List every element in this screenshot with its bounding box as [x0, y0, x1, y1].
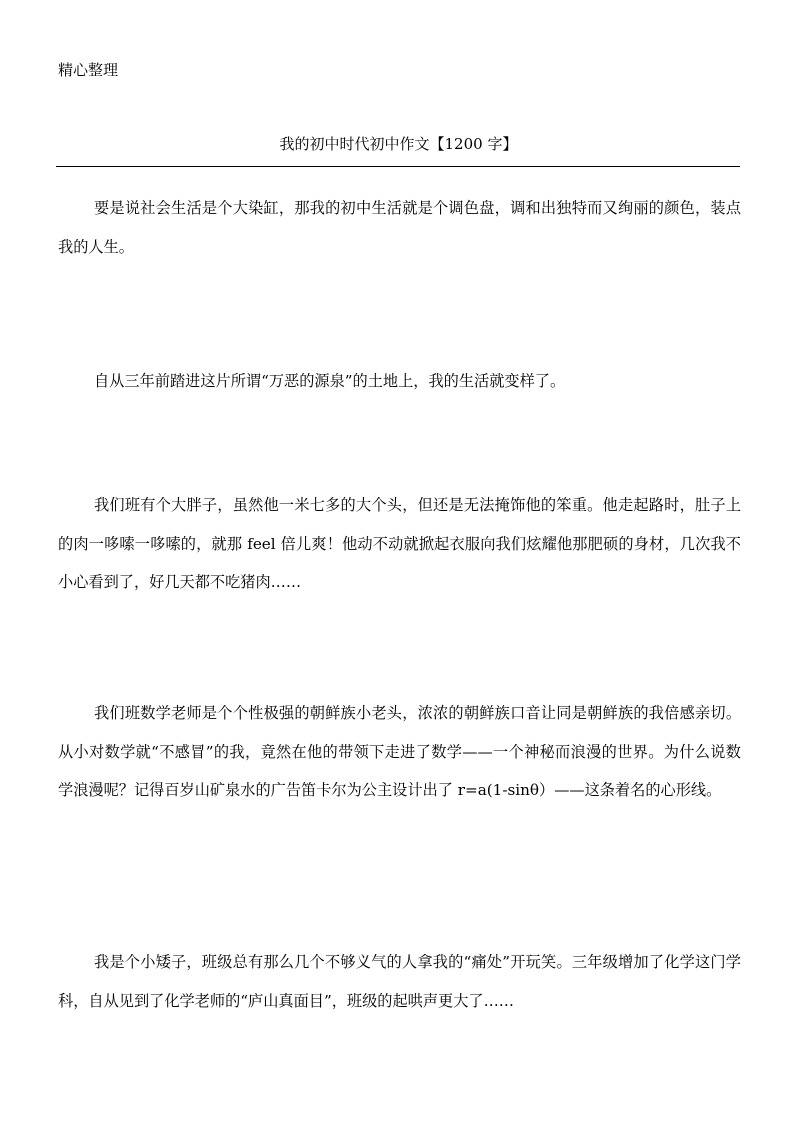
paragraph-1: 要是说社会生活是个大染缸，那我的初中生活就是个调色盘，调和出独特而又绚丽的颜色，装点我的人生。 [58, 199, 741, 256]
paragraph-3: 我们班有个大胖子，虽然他一米七多的大个头，但还是无法掩饰他的笨重。他走起路时，肚子上的肉一哆嗦一哆嗦的，就那 feel 倍儿爽！他动不动就掀起衣服向我们炫耀他那肥硕的身材，几次我不小心看到了，好几天都不吃猪肉…… [58, 496, 741, 591]
paragraph-4: 我们班数学老师是个个性极强的朝鲜族小老头，浓浓的朝鲜族口音让同是朝鲜族的我倍感亲切。从小对数学就“不感冒”的我，竟然在他的带领下走进了数学——一个神秘而浪漫的世界。为什么说数学浪漫呢？记得百岁山矿泉水的广告笛卡尔为公主设计出了 r=a(1-sinθ）——这条着名的心形线。 [58, 704, 741, 799]
article-title: 我的初中时代初中作文【1200 字】 [279, 135, 518, 153]
title-divider [56, 166, 740, 167]
header-note: 精心整理 [58, 61, 119, 79]
paragraph-2: 自从三年前踏进这片所谓“万恶的源泉”的土地上，我的生活就变样了。 [94, 372, 566, 390]
paragraph-5: 我是个小矮子，班级总有那么几个不够义气的人拿我的“痛处”开玩笑。三年级增加了化学这门学科，自从见到了化学老师的“庐山真面目”，班级的起哄声更大了…… [58, 953, 741, 1010]
